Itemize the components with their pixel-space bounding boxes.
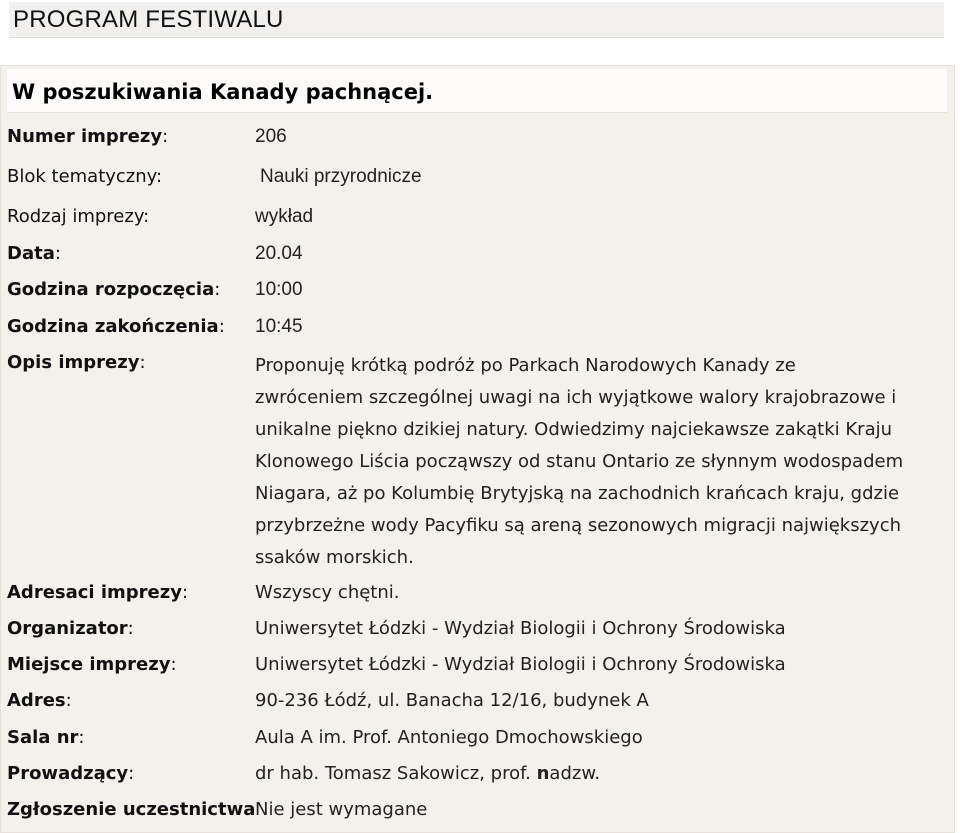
field-numer — [1, 126, 956, 156]
field-value-zgloszenie: Nie jest wymagane — [255, 799, 428, 820]
event-title: W poszukiwania Kanady pachnącej. — [12, 80, 434, 104]
field-miejsce — [1, 654, 956, 684]
field-label: Sala nr: — [7, 727, 85, 748]
opis-line: Proponuję krótką podróż po Parkach Narodowych Kanady ze — [255, 355, 796, 376]
event-title-box — [7, 69, 947, 113]
field-label: Zgłoszenie uczestnictwa — [7, 799, 256, 820]
event-panel — [0, 65, 955, 833]
field-label: Rodzaj imprezy: — [7, 206, 150, 227]
field-value-opis — [255, 350, 955, 574]
opis-line: Niagara, aż po Kolumbię Brytyjską na zachodnich krańcach kraju, gdzie — [255, 483, 900, 504]
field-label: Data: — [7, 243, 61, 264]
field-value-numer: 206 — [255, 126, 287, 147]
opis-line: unikalne piękno dzikiej natury. Odwiedzimy najciekawsze zakątki Kraju — [255, 419, 893, 440]
page-header-title: PROGRAM FESTIWALU — [13, 6, 284, 33]
field-value-miejsce: Uniwersytet Łódzki - Wydział Biologii i Ochrony Środowiska — [255, 654, 786, 675]
opis-line: Klonowego Liścia począwszy od stanu Ontario ze słynnym wodospadem — [255, 451, 904, 472]
field-label: Godzina rozpoczęcia: — [7, 279, 221, 300]
field-adres — [1, 690, 956, 720]
opis-line: zwróceniem szczególnej uwagi na ich wyjątkowe walory krajobrazowe i — [255, 387, 897, 408]
field-label: Prowadzący: — [7, 763, 135, 784]
field-value-data: 20.04 — [255, 243, 303, 264]
field-godz-end — [1, 316, 956, 346]
field-prowadzacy — [1, 763, 956, 793]
opis-line: ssaków morskich. — [255, 547, 414, 568]
field-organizator — [1, 618, 956, 648]
field-sala — [1, 727, 956, 757]
field-label: Adres: — [7, 690, 72, 711]
field-value-sala: Aula A im. Prof. Antoniego Dmochowskiego — [255, 727, 643, 748]
field-label: Miejsce imprezy: — [7, 654, 177, 675]
field-label: Blok tematyczny: — [7, 166, 163, 187]
field-godz-start — [1, 279, 956, 309]
field-adresaci — [1, 582, 956, 612]
field-value-blok: Nauki przyrodnicze — [260, 166, 422, 187]
field-label: Adresaci imprezy: — [7, 582, 189, 603]
field-label: Opis imprezy: — [7, 352, 146, 373]
field-label: Organizator: — [7, 618, 134, 639]
field-zgloszenie — [1, 799, 956, 829]
field-value-adres: 90-236 Łódź, ul. Banacha 12/16, budynek A — [255, 690, 649, 711]
field-label: Godzina zakończenia: — [7, 316, 225, 337]
field-value-prowadzacy: dr hab. Tomasz Sakowicz, prof. nadzw. — [255, 763, 601, 784]
field-rodzaj — [1, 206, 956, 236]
field-value-adresaci: Wszyscy chętni. — [255, 582, 400, 603]
page-header — [9, 2, 944, 38]
field-value-godz-end: 10:45 — [255, 316, 303, 337]
field-value-godz-start: 10:00 — [255, 279, 303, 300]
field-label: Numer imprezy: — [7, 126, 169, 147]
field-blok — [1, 166, 956, 196]
field-value-rodzaj: wykład — [255, 206, 314, 227]
field-data — [1, 243, 956, 273]
opis-line: przybrzeżne wody Pacyfiku są areną sezonowych migracji największych — [255, 515, 902, 536]
field-value-organizator: Uniwersytet Łódzki - Wydział Biologii i Ochrony Środowiska — [255, 618, 786, 639]
